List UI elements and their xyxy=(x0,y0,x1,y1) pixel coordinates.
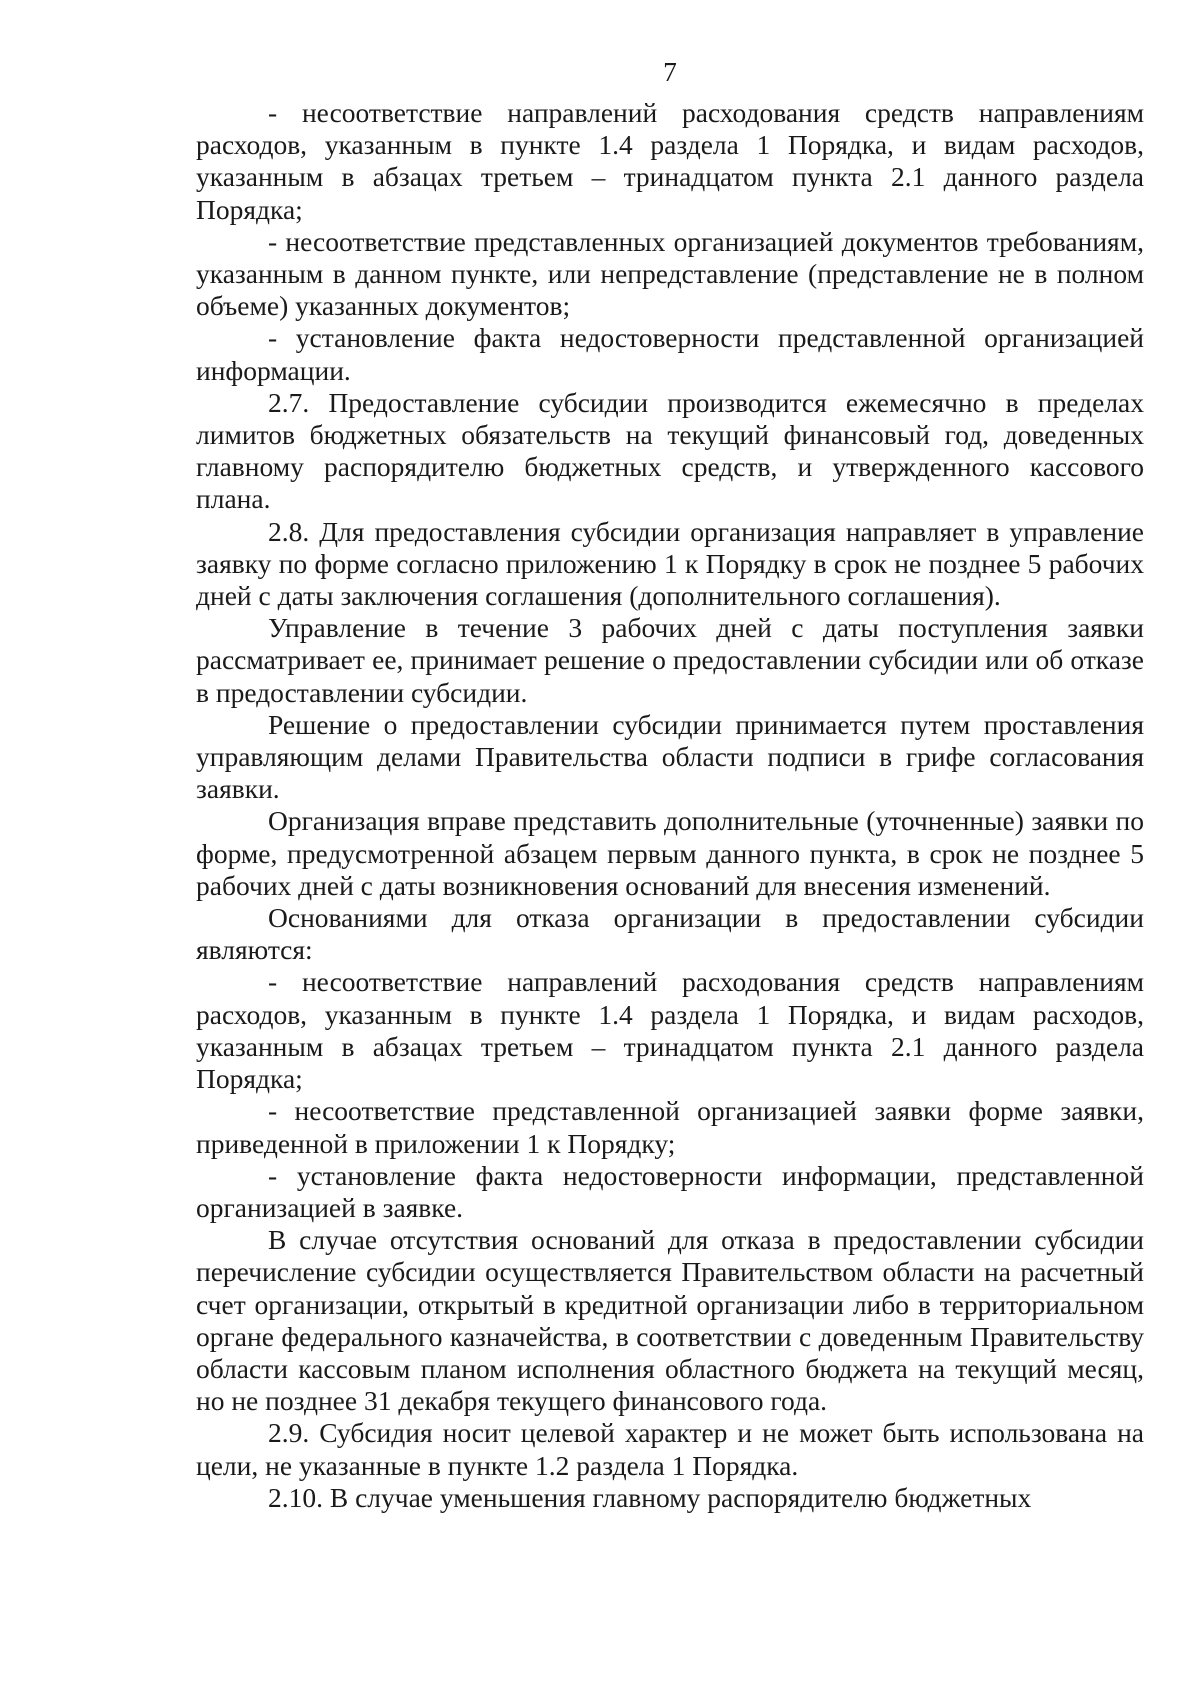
paragraph-3: - установление факта недостоверности представленной организацией информации. xyxy=(196,322,1144,386)
page-number: 7 xyxy=(663,56,677,87)
paragraph-5: 2.8. Для предоставления субсидии организация направляет в управление заявку по форме согласно приложению 1 к Порядку в срок не позднее 5 рабочих дней с даты заключения соглашения (дополнительного соглашения). xyxy=(196,515,1144,612)
paragraph-2: - несоответствие представленных организацией документов требованиям, указанным в данном пункте, или непредставление (представление не в полном объеме) указанных документов; xyxy=(196,225,1144,322)
paragraph-14: 2.9. Субсидия носит целевой характер и не может быть использована на цели, не указанные в пункте 1.2 раздела 1 Порядка. xyxy=(196,1417,1144,1481)
paragraph-1: - несоответствие направлений расходования средств направлениям расходов, указанным в пункте 1.4 раздела 1 Порядка, и видам расходов, указанным в абзацах третьем – тринадцатом пункта 2.1 данного раздела Порядка; xyxy=(196,97,1144,225)
paragraph-13: В случае отсутствия оснований для отказа в предоставлении субсидии перечисление субсидии осуществляется Правительством области на расчетный счет организации, открытый в кредитной организации либо в территориальном органе федерального казначейства, в соответствии с доведенным Правительству области кассовым планом исполнения областного бюджета на текущий месяц, но не позднее 31 декабря текущего финансового года. xyxy=(196,1224,1144,1417)
paragraph-11: - несоответствие представленной организацией заявки форме заявки, приведенной в приложении 1 к Порядку; xyxy=(196,1095,1144,1159)
paragraph-8: Организация вправе представить дополнительные (уточненные) заявки по форме, предусмотренной абзацем первым данного пункта, в срок не позднее 5 рабочих дней с даты возникновения оснований для внесения изменений. xyxy=(196,805,1144,901)
paragraph-10: - несоответствие направлений расходования средств направлениям расходов, указанным в пункте 1.4 раздела 1 Порядка, и видам расходов, указанным в абзацах третьем – тринадцатом пункта 2.1 данного раздела Порядка; xyxy=(196,966,1144,1095)
paragraph-6: Управление в течение 3 рабочих дней с даты поступления заявки рассматривает ее, принимает решение о предоставлении субсидии или об отказе в предоставлении субсидии. xyxy=(196,612,1144,708)
paragraph-15: 2.10. В случае уменьшения главному распорядителю бюджетных xyxy=(268,1481,1032,1513)
paragraph-7: Решение о предоставлении субсидии принимается путем проставления управляющим делами Правительства области подписи в грифе согласования заявки. xyxy=(196,708,1144,805)
paragraph-12: - установление факта недостоверности информации, представленной организацией в заявке. xyxy=(196,1159,1144,1223)
paragraph-4: 2.7. Предоставление субсидии производится ежемесячно в пределах лимитов бюджетных обязательств на текущий финансовый год, доведенных главному распорядителю бюджетных средств, и утвержденного кассового плана. xyxy=(196,386,1144,515)
paragraph-9: Основаниями для отказа организации в предоставлении субсидии являются: xyxy=(196,902,1144,966)
document-page xyxy=(196,56,1144,1514)
